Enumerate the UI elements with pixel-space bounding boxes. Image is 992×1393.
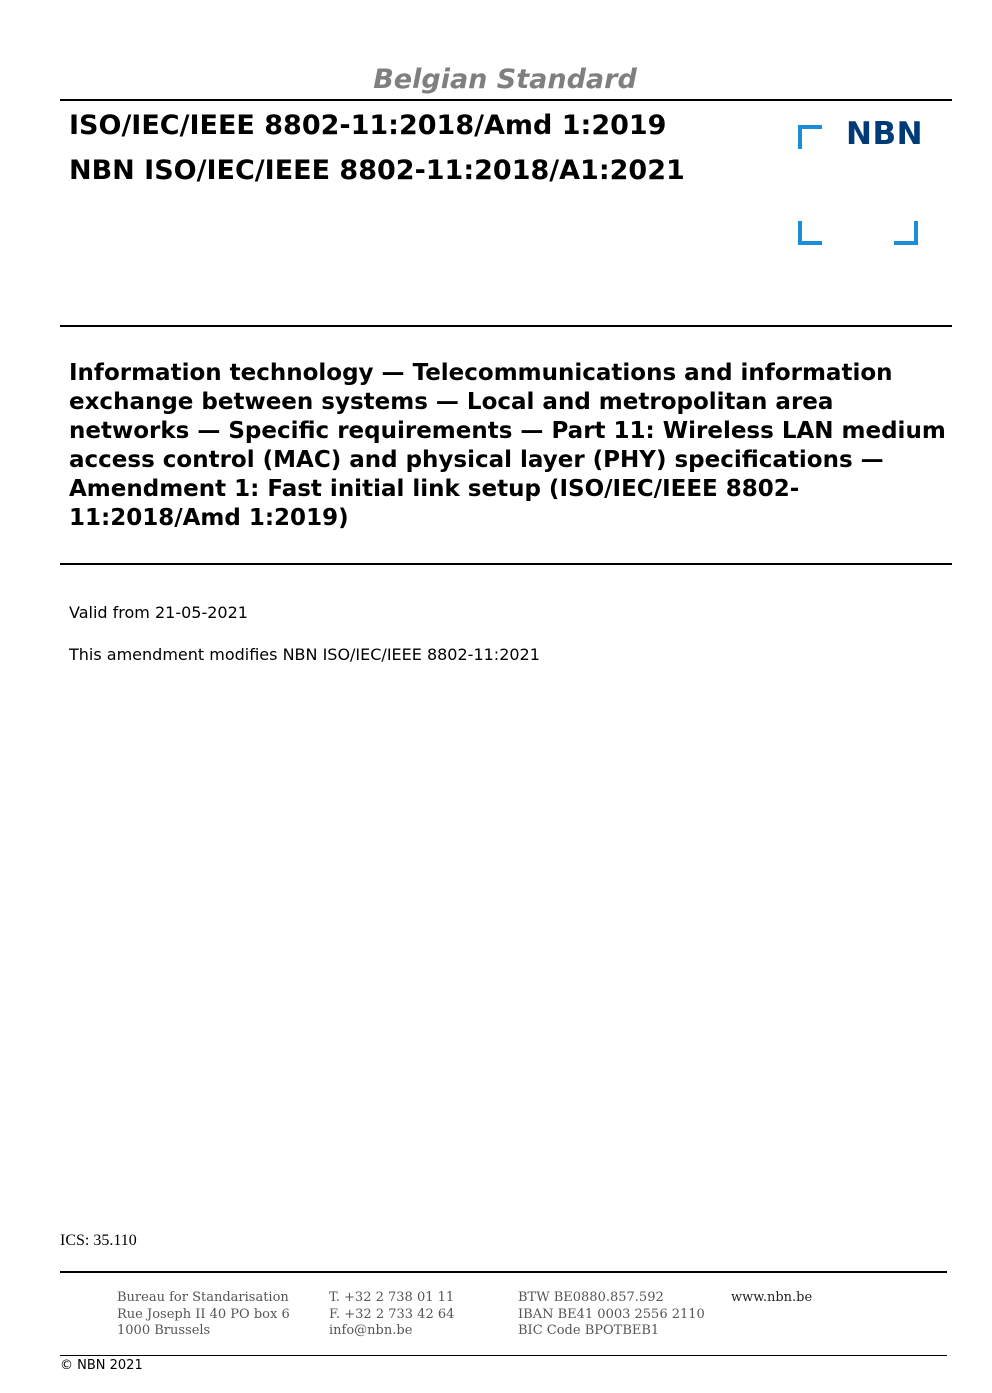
footer-contact bbox=[329, 1290, 454, 1340]
nbn-logo-text: NBN bbox=[846, 116, 924, 152]
footer-bic: BIC Code BPOTBEB1 bbox=[518, 1323, 660, 1338]
iso-reference: ISO/IEC/IEEE 8802-11:2018/Amd 1:2019 bbox=[69, 110, 667, 141]
footer-email[interactable]: info@nbn.be bbox=[329, 1323, 413, 1338]
footer-address-line: Bureau for Standarisation bbox=[117, 1290, 289, 1305]
footer-iban: IBAN BE41 0003 2556 2110 bbox=[518, 1306, 705, 1322]
document-title: Information technology — Telecommunications and information exchange between systems — Local and metropolitan area networks — Specific requirements — Part 11: Wireless LAN medium access control (MAC) and physical layer (PHY) specifications — Amendment 1: Fast initial link setup (ISO/IEC/IEEE 8802-11:2018/Amd 1:2019) bbox=[69, 360, 946, 531]
footer-address bbox=[117, 1290, 290, 1340]
footer-top-divider bbox=[60, 1271, 947, 1273]
amendment-note: This amendment modifies NBN ISO/IEC/IEEE 8802-11:2021 bbox=[69, 645, 540, 664]
title-top-divider bbox=[60, 325, 952, 327]
footer-address-line: 1000 Brussels bbox=[117, 1323, 211, 1338]
document-type-label: Belgian Standard bbox=[373, 64, 637, 95]
logo-corner-top-left bbox=[798, 125, 822, 149]
footer-bank bbox=[518, 1290, 705, 1340]
validity-date: Valid from 21-05-2021 bbox=[69, 603, 248, 622]
footer-phone: T. +32 2 738 01 11 bbox=[329, 1290, 455, 1305]
title-bottom-divider bbox=[60, 563, 952, 565]
nbn-reference: NBN ISO/IEC/IEEE 8802-11:2018/A1:2021 bbox=[69, 155, 685, 186]
header-divider bbox=[60, 99, 952, 101]
footer-bottom-divider bbox=[60, 1355, 947, 1356]
logo-corner-bottom-left bbox=[798, 221, 822, 245]
footer-fax: F. +32 2 733 42 64 bbox=[329, 1306, 455, 1322]
footer-vat: BTW BE0880.857.592 bbox=[518, 1290, 664, 1305]
footer-address-line: Rue Joseph II 40 PO box 6 bbox=[117, 1306, 290, 1322]
copyright-notice: © NBN 2021 bbox=[60, 1358, 143, 1373]
footer-website-link[interactable]: www.nbn.be bbox=[731, 1290, 813, 1305]
logo-corner-bottom-right bbox=[894, 221, 918, 245]
ics-code: ICS: 35.110 bbox=[60, 1232, 137, 1249]
